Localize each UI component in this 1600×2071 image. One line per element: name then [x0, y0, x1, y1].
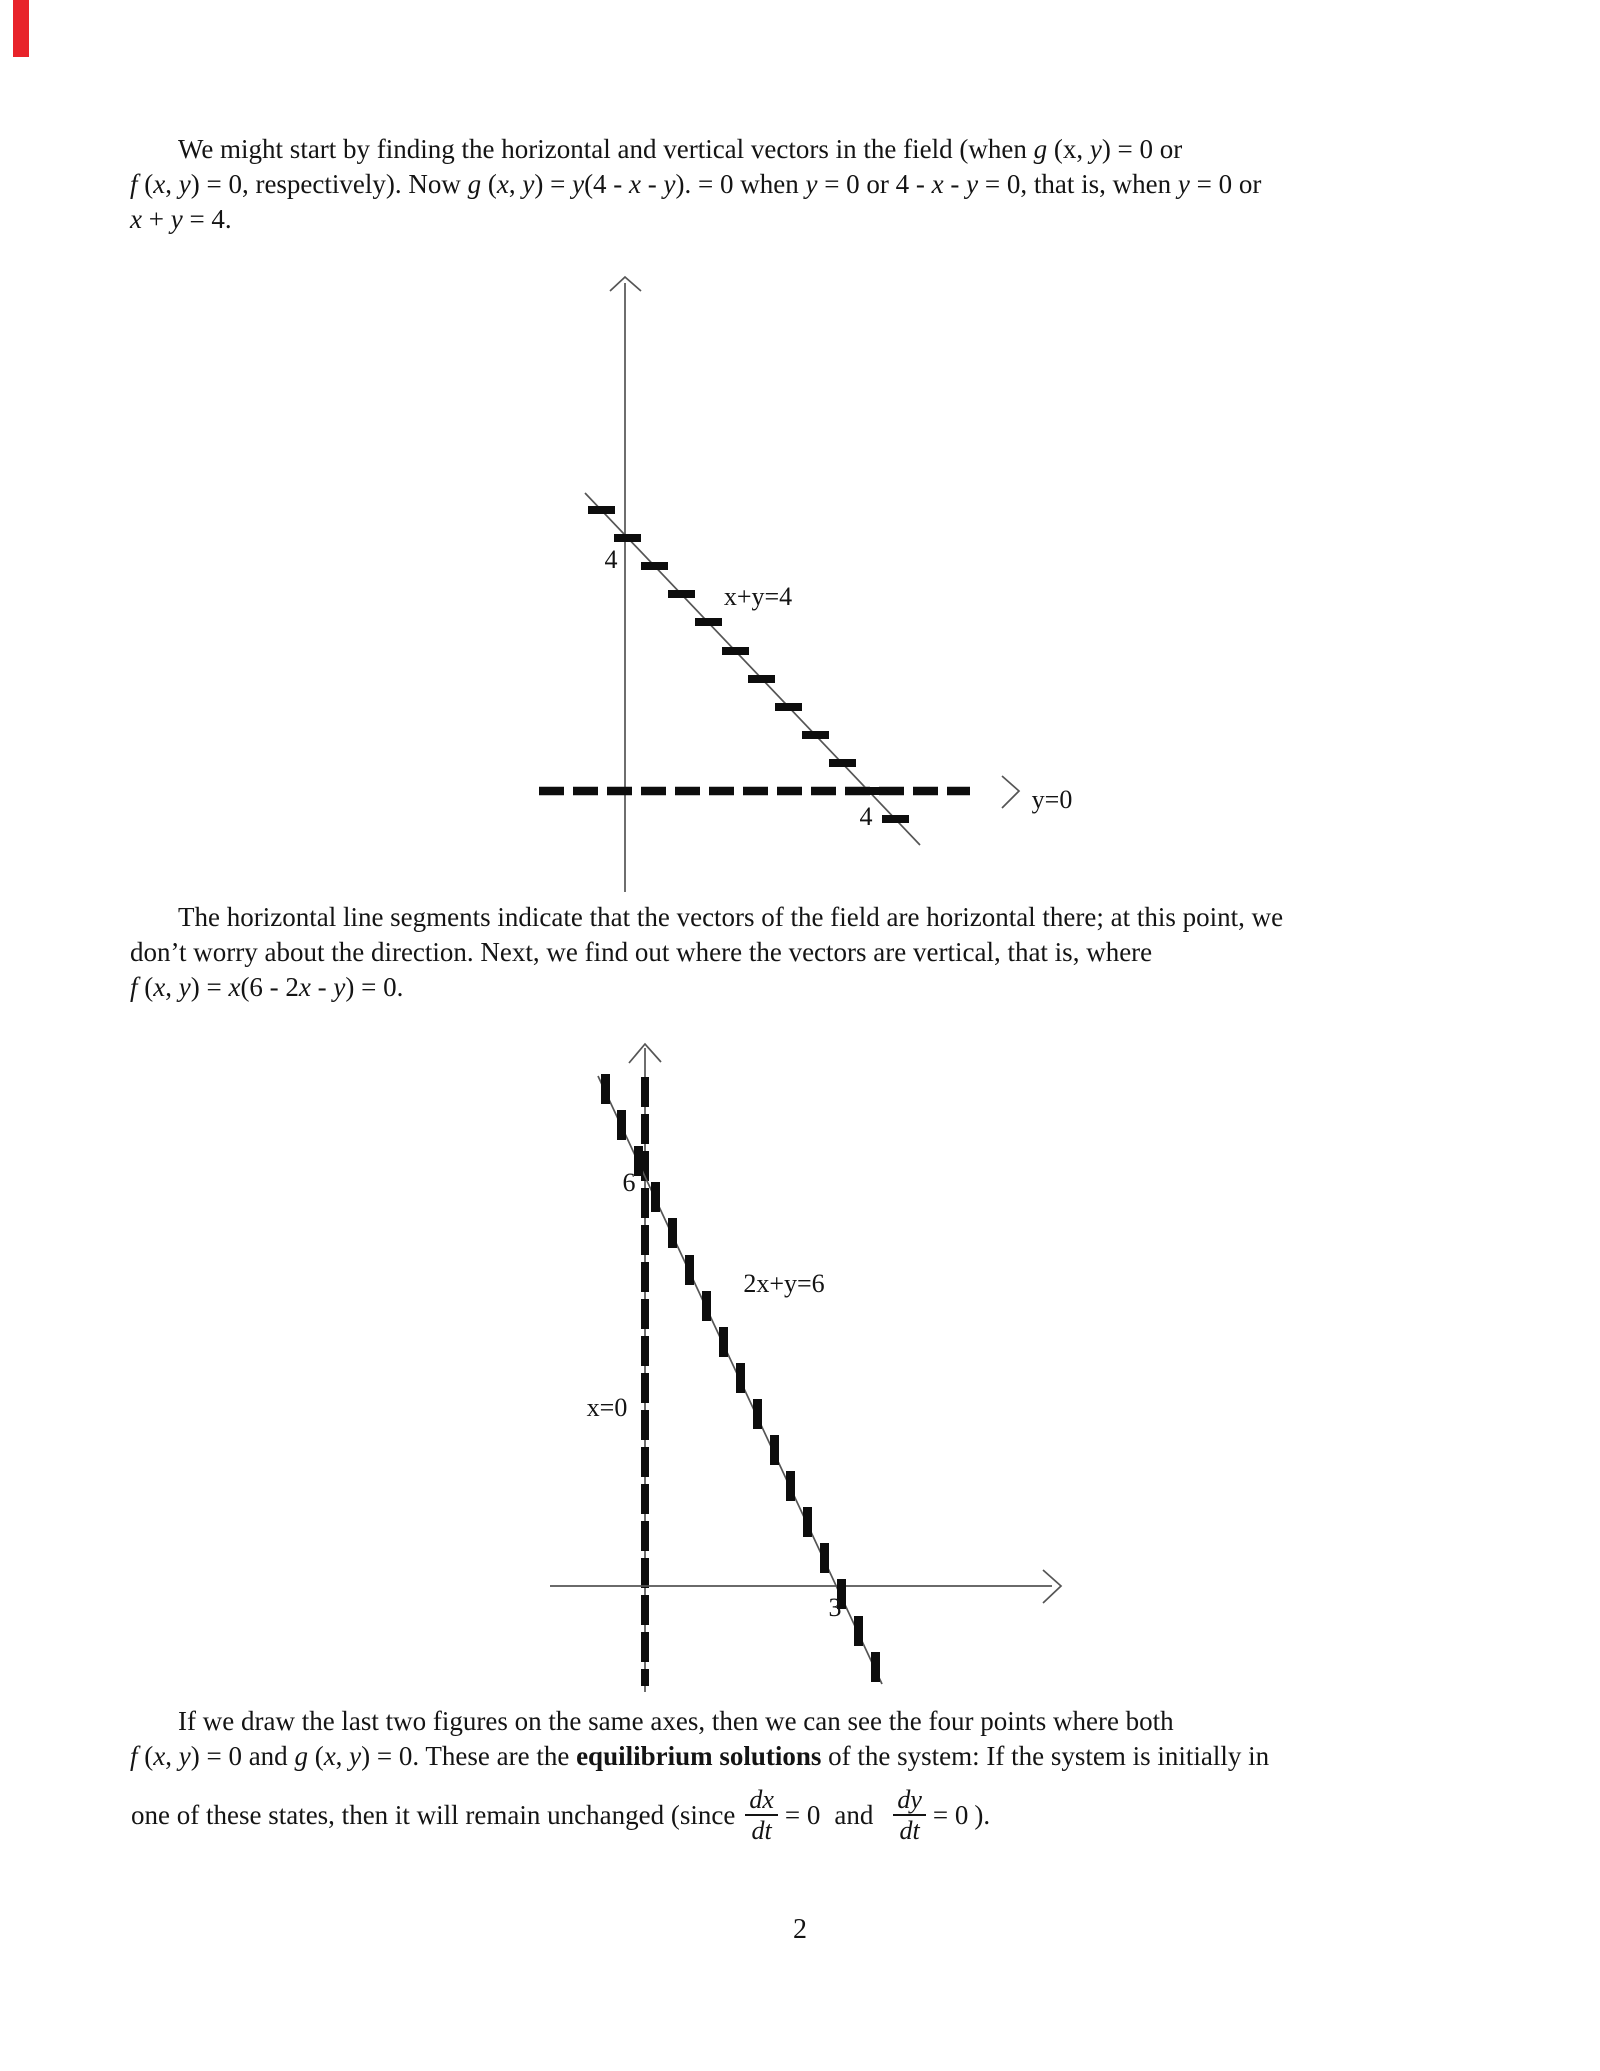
field-dash-horizontal	[722, 647, 749, 655]
paragraph-1-line-2: f (x, y) = 0, respectively). Now g (x, y) = y(4 - x - y). = 0 when y = 0 or 4 - x - y = 0, that is, when y = 0 or	[130, 169, 1262, 199]
field-dash-horizontal	[802, 731, 829, 739]
field-dash-horizontal	[748, 675, 775, 683]
paragraph-2	[130, 900, 1283, 1005]
field-dash-vertical	[871, 1652, 880, 1682]
field-dash-horizontal	[856, 787, 883, 795]
fraction-numerator: dy	[893, 1786, 926, 1816]
fig1-x-intercept-label: 4	[859, 802, 873, 831]
fraction-dy-dt	[893, 1786, 926, 1844]
fig1-axis-equation-label: y=0	[1031, 785, 1073, 814]
field-dash-vertical	[820, 1543, 829, 1573]
field-dash-horizontal	[829, 759, 856, 767]
and-text: and	[834, 1799, 874, 1830]
field-dash-vertical	[601, 1074, 610, 1104]
fig2-x-intercept-label: 3	[828, 1593, 842, 1622]
paragraph-3-line-2: f (x, y) = 0 and g (x, y) = 0. These are the equilibrium solutions of the system: If the system is initially in	[130, 1741, 1270, 1771]
field-dash-horizontal	[588, 506, 615, 514]
field-dash-vertical	[736, 1363, 745, 1393]
paragraph-3-line-1: If we draw the last two figures on the same axes, then we can see the four points where both	[178, 1706, 1174, 1736]
field-dash-vertical	[685, 1255, 694, 1285]
field-dash-vertical	[634, 1146, 643, 1176]
equals-zero-text: = 0	[932, 1799, 969, 1830]
field-dash-vertical	[803, 1507, 812, 1537]
field-dash-vertical	[617, 1110, 626, 1140]
fraction-denominator: dt	[899, 1816, 920, 1845]
fig2-line-equation-label: 2x+y=6	[743, 1269, 825, 1298]
eqline-text: one of these states, then it will remain unchanged (since	[131, 1799, 736, 1830]
field-dash-horizontal	[882, 815, 909, 823]
fig1-y-intercept-label: 4	[604, 545, 618, 574]
paragraph-3	[130, 1704, 1269, 1774]
field-dash-horizontal	[695, 618, 722, 626]
field-dash-horizontal	[668, 590, 695, 598]
closing-paren-text: ).	[974, 1799, 991, 1830]
field-dash-vertical	[702, 1291, 711, 1321]
paragraph-2-line-2: don’t worry about the direction. Next, we find out where the vectors are vertical, that is, where	[130, 937, 1153, 967]
paragraph-2-line-3: f (x, y) = x(6 - 2x - y) = 0.	[130, 972, 404, 1002]
paragraph-3-line-3	[131, 1782, 990, 1848]
fig2-axis-equation-label: x=0	[586, 1393, 628, 1422]
field-dash-vertical	[854, 1616, 863, 1646]
fig1-line-equation-label: x+y=4	[723, 582, 793, 611]
page-number: 2	[793, 1914, 807, 1945]
fig2-y-intercept-label: 6	[622, 1168, 636, 1197]
paragraph-1-line-3: x + y = 4.	[130, 204, 232, 234]
field-dash-vertical	[719, 1327, 728, 1357]
field-dash-horizontal	[641, 562, 668, 570]
paragraph-2-line-1: The horizontal line segments indicate that the vectors of the field are horizontal there; at this point, we	[178, 902, 1284, 932]
field-dash-vertical	[770, 1435, 779, 1465]
field-dash-vertical	[786, 1471, 795, 1501]
field-dash-horizontal	[775, 703, 802, 711]
fraction-dx-dt	[745, 1786, 778, 1844]
fig1-x-axis-arrow-icon	[1002, 776, 1019, 808]
fraction-denominator: dt	[751, 1816, 772, 1845]
paragraph-1-line-1: We might start by finding the horizontal and vertical vectors in the field (when g (x, y) = 0 or	[178, 134, 1183, 164]
field-dash-horizontal	[614, 534, 641, 542]
fraction-numerator: dx	[745, 1786, 778, 1816]
field-dash-vertical	[753, 1399, 762, 1429]
equals-zero-text: = 0	[784, 1799, 821, 1830]
field-dash-vertical	[651, 1182, 660, 1212]
field-dash-vertical	[668, 1218, 677, 1248]
